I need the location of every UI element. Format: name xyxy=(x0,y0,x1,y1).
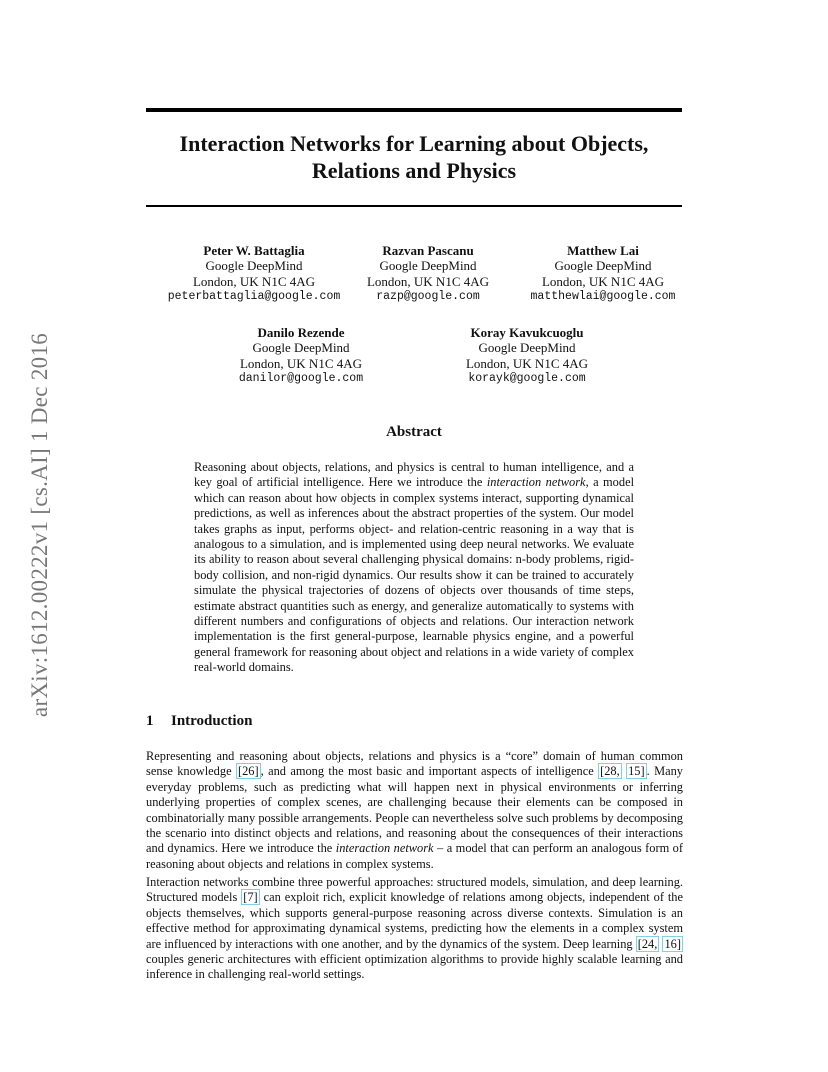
author-affiliation: Google DeepMind xyxy=(379,258,477,274)
paragraph-text: can exploit rich, explicit knowledge of relations among objects, independent of the objects themselves, which supports general-purpose reasoning across diverse contexts. Simulation is an effective method for approximating dynamical systems, predicting how the elements in a complex system are influenced by interactions with one another, and by the dynamics of the system. Deep learning xyxy=(146,890,683,951)
author-block xyxy=(220,325,382,387)
author-name: Koray Kavukcuoglu xyxy=(470,325,584,340)
paragraph-emphasis: interaction network xyxy=(335,841,434,856)
introduction-heading xyxy=(146,713,252,730)
title-line-2: Relations and Physics xyxy=(311,158,517,183)
paragraph-text: couples generic architectures with efficient optimization algorithms to provide highly scalable learning and inference in challenging real-world settings. xyxy=(146,952,683,982)
author-affiliation: Google DeepMind xyxy=(478,340,576,356)
author-address: London, UK N1C 4AG xyxy=(192,273,316,289)
author-email[interactable]: danilor@google.com xyxy=(238,372,364,386)
author-email[interactable]: razp@google.com xyxy=(376,290,480,304)
paragraph-text: , and among the most basic and important aspects of intelligence xyxy=(260,764,599,779)
introduction-paragraph-1 xyxy=(146,749,683,872)
section-title: Introduction xyxy=(171,713,253,729)
author-block xyxy=(346,243,510,305)
author-block xyxy=(505,243,701,305)
author-address: London, UK N1C 4AG xyxy=(366,273,490,289)
author-block xyxy=(445,325,609,387)
paper-title xyxy=(146,130,682,184)
abstract-text: Reasoning about objects, relations, and physics is central to human intelligence, and a key goal of artificial intelligence. Here we introduce the xyxy=(194,460,634,490)
author-name: Peter W. Battaglia xyxy=(203,243,305,258)
introduction-paragraph-2 xyxy=(146,875,683,983)
citation-link[interactable]: [26] xyxy=(237,764,259,779)
author-email[interactable]: peterbattaglia@google.com xyxy=(167,290,341,304)
citation-link[interactable]: [7] xyxy=(243,890,258,905)
paragraph-text: – a model that can perform an analogous form of reasoning about objects and relations in complex systems. xyxy=(146,841,684,871)
author-address: London, UK N1C 4AG xyxy=(541,273,665,289)
title-bottom-rule xyxy=(146,205,682,207)
title-line-1: Interaction Networks for Learning about Objects, xyxy=(179,131,649,156)
abstract-body xyxy=(194,460,634,676)
author-address: London, UK N1C 4AG xyxy=(465,355,589,371)
author-address: London, UK N1C 4AG xyxy=(239,355,363,371)
title-top-rule xyxy=(146,108,682,112)
citation-link[interactable]: 16] xyxy=(664,936,681,951)
abstract-emphasis: interaction network xyxy=(486,475,586,490)
author-block xyxy=(157,243,351,305)
citation-link[interactable]: [28, xyxy=(600,764,620,779)
citation-link[interactable]: 15] xyxy=(628,764,645,779)
section-number: 1 xyxy=(146,713,154,729)
citation-link[interactable]: [24, xyxy=(637,936,658,951)
author-name: Razvan Pascanu xyxy=(382,243,474,258)
author-email[interactable]: korayk@google.com xyxy=(468,372,586,386)
author-name: Danilo Rezende xyxy=(257,325,345,340)
paragraph-text: Representing and reasoning about objects, relations and physics is a “core” domain of human common sense knowledge xyxy=(146,749,683,779)
abstract-text: , a model which can reason about how objects in complex systems interact, supporting dynamical predictions, as well as inferences about the abstract properties of the system. Our model takes graphs as input, performs object- and relation-centric reasoning in a way that is analogous to a simulation, and is implemented using deep neural networks. We evaluate its ability to reason about several challenging physical domains: n-body problems, rigid-body collision, and non-rigid dynamics. Our results show it can be trained to accurately simulate the physical trajectories of dozens of objects over thousands of time steps, estimate abstract quantities such as energy, and generalize automatically to systems with different numbers and configurations of objects and relations. Our interaction network implementation is the first general-purpose, learnable physics engine, and a powerful general framework for reasoning about object and relations in a wide variety of complex real-world domains. xyxy=(194,475,635,675)
author-name: Matthew Lai xyxy=(567,243,639,258)
author-affiliation: Google DeepMind xyxy=(205,258,303,274)
paragraph-text: . Many everyday problems, such as predicting what will happen next in physical environments or inferring underlying properties of complex scenes, are challenging because their elements can be composed in combinatorially many possible arrangements. People can nevertheless solve such problems by decomposing the scenario into distinct objects and relations, and reasoning about the consequences of their interactions and dynamics. Here we introduce the xyxy=(146,764,683,856)
author-affiliation: Google DeepMind xyxy=(554,258,652,274)
paragraph-text: Interaction networks combine three powerful approaches: structured models, simulation, and deep learning. Structured models xyxy=(146,875,683,905)
abstract-heading: Abstract xyxy=(386,424,442,440)
author-affiliation: Google DeepMind xyxy=(252,340,350,356)
author-email[interactable]: matthewlai@google.com xyxy=(530,290,676,304)
arxiv-identifier-stamp: arXiv:1612.00222v1 [cs.AI] 1 Dec 2016 xyxy=(27,332,52,718)
